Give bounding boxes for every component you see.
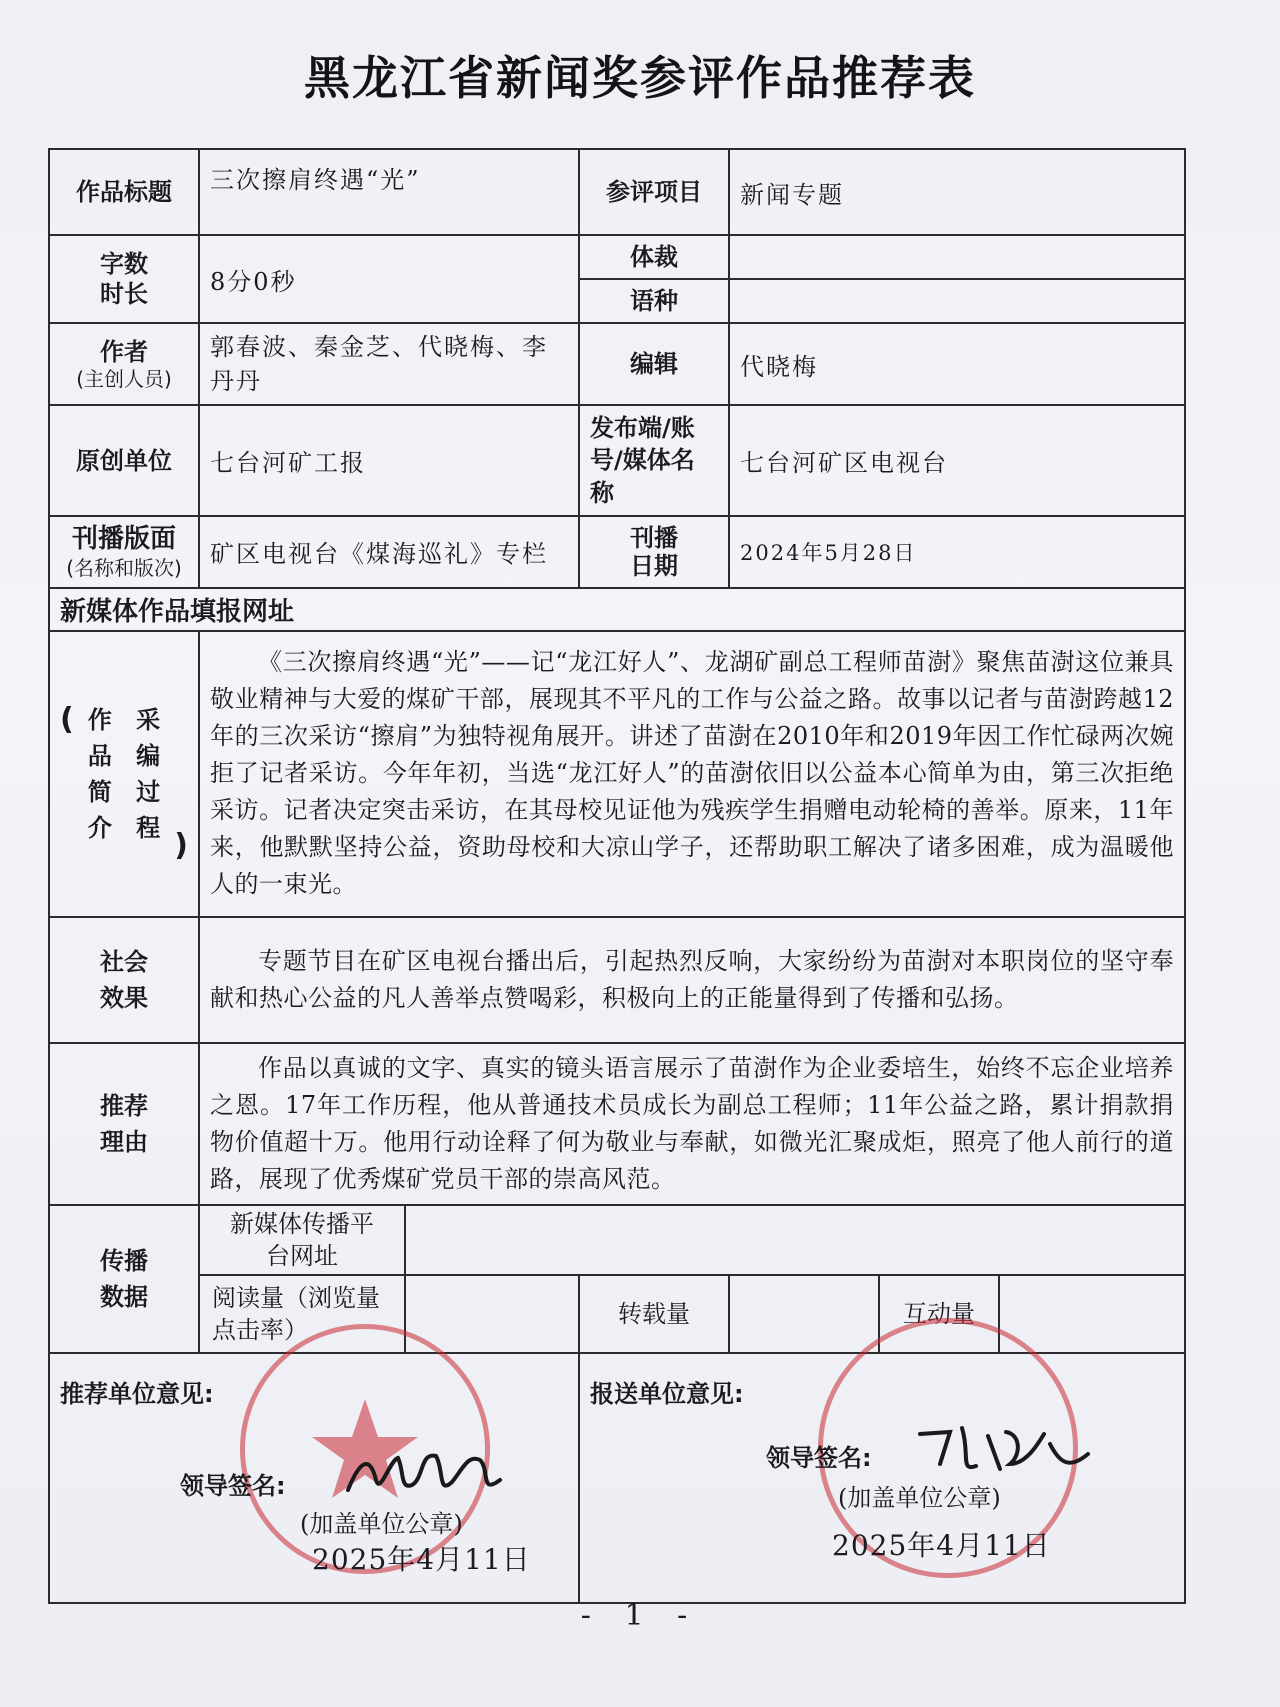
process-label: ( 作品 简介 采编 过程 ) <box>49 631 199 917</box>
publisher-value: 七台河矿区电视台 <box>729 405 1185 516</box>
category-value: 新闻专题 <box>729 149 1185 235</box>
reads-label: 阅读量（浏览量点击率） <box>199 1275 405 1353</box>
category-label: 参评项目 <box>579 149 729 235</box>
leader-sign-label-left: 领导签名: <box>180 1471 286 1500</box>
recommendation-form <box>48 148 1186 1604</box>
genre-label: 体裁 <box>579 235 729 279</box>
org-value: 七台河矿工报 <box>199 405 579 516</box>
row-new-media-url <box>49 588 1185 631</box>
language-label: 语种 <box>579 279 729 323</box>
authors-value: 郭春波、秦金芝、代晓梅、李丹丹 <box>199 323 579 405</box>
publish-date-value: 2024年5月28日 <box>729 516 1185 588</box>
page-number: - 1 - <box>580 1598 700 1633</box>
effect-text: 专题节目在矿区电视台播出后，引起热烈反响，大家纷纷为苗澍对本职岗位的坚守奉献和热心公益的凡人善举点赞喝彩，积极向上的正能量得到了传播和弘扬。 <box>199 917 1185 1043</box>
length-value: 8分0秒 <box>199 235 579 323</box>
platform-url-value <box>405 1205 1185 1275</box>
signature-right-icon <box>910 1414 1100 1484</box>
date-right: 2025年4月11日 <box>832 1528 1051 1562</box>
language-value <box>729 279 1185 323</box>
reposts-value <box>729 1275 879 1353</box>
reposts-label: 转载量 <box>579 1275 729 1353</box>
date-left: 2025年4月11日 <box>312 1542 531 1576</box>
platform-url-label: 新媒体传播平台网址 <box>199 1205 405 1275</box>
new-media-url-label: 新媒体作品填报网址 <box>49 588 1185 631</box>
reason-text: 作品以真诚的文字、真实的镜头语言展示了苗澍作为企业委培生，始终不忘企业培养之恩。17年工作历程，他从普通技术员成长为副总工程师；11年公益之路，累计捐款捐物价值超十万。他用行动诠释了何为敬业与奉献，如微光汇聚成炬，照亮了他人前行的道路，展现了优秀煤矿党员干部的崇高风范。 <box>199 1043 1185 1205</box>
submitting-unit-title: 报送单位意见: <box>590 1379 744 1408</box>
length-label: 字数 时长 <box>49 235 199 323</box>
row-org <box>49 405 1185 516</box>
editor-label: 编辑 <box>579 323 729 405</box>
recommending-unit-title: 推荐单位意见: <box>60 1379 214 1408</box>
reason-label: 推荐 理由 <box>49 1043 199 1205</box>
row-length-genre <box>49 235 1185 279</box>
signature-left-icon <box>340 1440 510 1510</box>
edition-value: 矿区电视台《煤海巡礼》专栏 <box>199 516 579 588</box>
org-label: 原创单位 <box>49 405 199 516</box>
row-reason <box>49 1043 1185 1205</box>
effect-label: 社会 效果 <box>49 917 199 1043</box>
reads-value <box>405 1275 579 1353</box>
row-spread-counts <box>49 1275 1185 1353</box>
row-author <box>49 323 1185 405</box>
submitting-unit-opinion <box>579 1353 1185 1603</box>
interactions-label: 互动量 <box>879 1275 999 1353</box>
row-edition <box>49 516 1185 588</box>
seal-note-left: (加盖单位公章) <box>300 1509 463 1538</box>
interactions-value <box>999 1275 1185 1353</box>
row-opinions <box>49 1353 1185 1603</box>
spread-label: 传播 数据 <box>49 1205 199 1353</box>
work-title-label: 作品标题 <box>49 149 199 235</box>
publish-date-label: 刊播 日期 <box>579 516 729 588</box>
genre-value <box>729 235 1185 279</box>
row-effect <box>49 917 1185 1043</box>
recommending-unit-opinion <box>49 1353 579 1603</box>
author-label: 作者 (主创人员) <box>49 323 199 405</box>
edition-label: 刊播版面 (名称和版次) <box>49 516 199 588</box>
document-title: 黑龙江省新闻奖参评作品推荐表 <box>304 51 976 105</box>
row-title <box>49 149 1185 235</box>
leader-sign-label-right: 领导签名: <box>766 1443 872 1472</box>
row-process <box>49 631 1185 917</box>
editor-value: 代晓梅 <box>729 323 1185 405</box>
seal-note-right: (加盖单位公章) <box>838 1483 1001 1512</box>
work-title-value: 三次擦肩终遇“光” <box>199 149 579 235</box>
row-spread-url <box>49 1205 1185 1275</box>
publisher-label: 发布端/账号/媒体名称 <box>579 405 729 516</box>
process-text: 《三次擦肩终遇“光”——记“龙江好人”、龙湖矿副总工程师苗澍》聚焦苗澍这位兼具敬业精神与大爱的煤矿干部，展现其不平凡的工作与公益之路。故事以记者与苗澍跨越12年的三次采访“擦肩”为独特视角展开。讲述了苗澍在2010年和2019年因工作忙碌两次婉拒了记者采访。今年年初，当选“龙江好人”的苗澍依旧以公益本心简单为由，第三次拒绝采访。记者决定突击采访，在其母校见证他为残疾学生捐赠电动轮椅的善举。原来，11年来，他默默坚持公益，资助母校和大凉山学子，还帮助职工解决了诸多困难，成为温暖他人的一束光。 <box>199 631 1185 917</box>
